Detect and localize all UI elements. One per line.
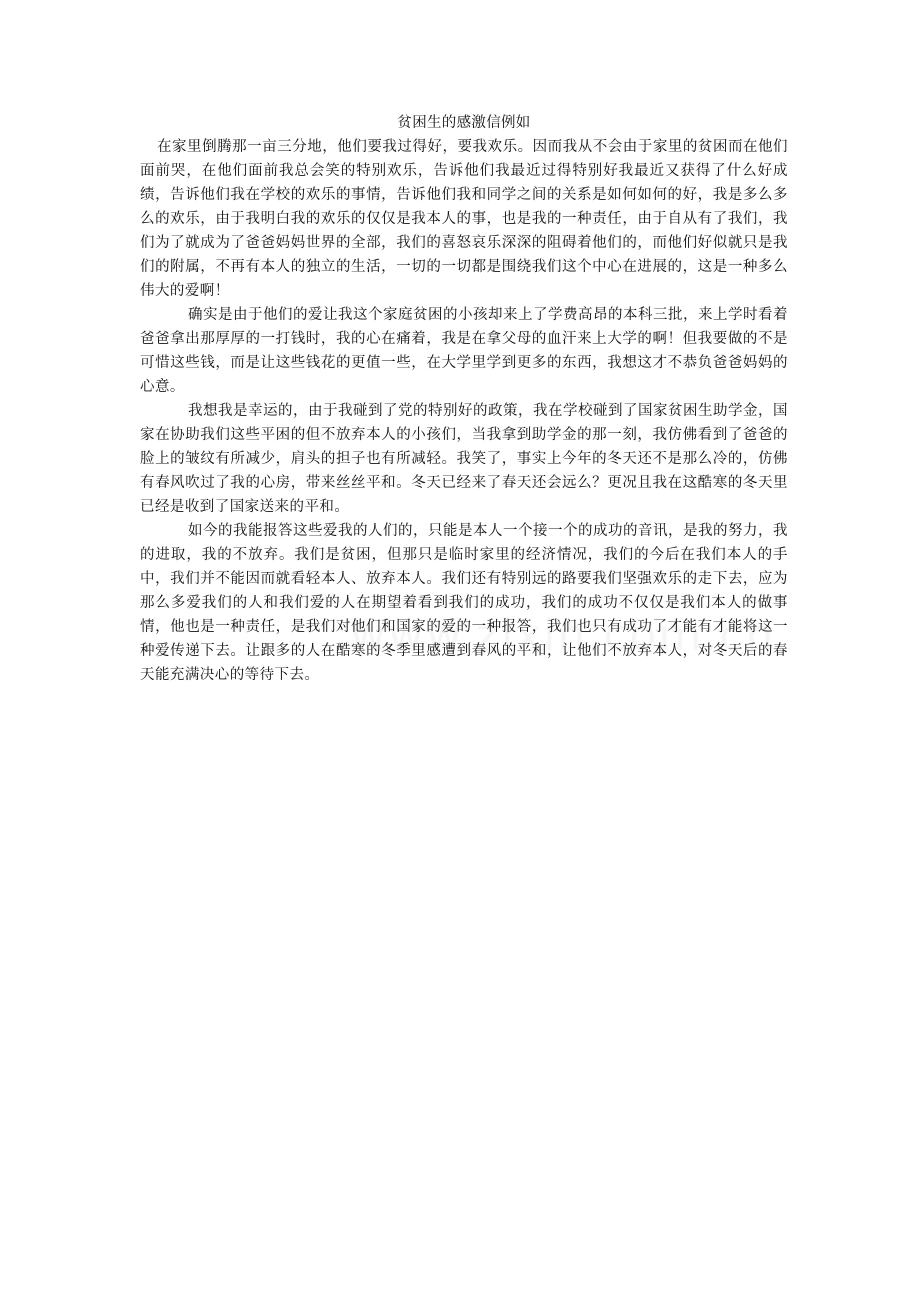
paragraph-4: 如今的我能报答这些爱我的人们的，只能是本人一个接一个的成功的音讯，是我的努力，我的进取，我的不放弃。我们是贫困，但那只是临时家里的经济情况，我们的今后在我们本人的手中，我们并不能因而就看轻本人、放弃本人。我们还有特别远的路要我们坚强欢乐的走下去，应为那么多爱我们的人和我们爱的人在期望着看到我们的成功，我们的成功不仅仅是我们本人的做事情，他也是一种责任，是我们对他们和国家的爱的一种报答，我们也只有成功了才能有才能将这一种爱传递下去。让跟多的人在酷寒的冬季里感遭到春风的平和，让他们不放弃本人，对冬天后的春天能充满决心的等待下去。	[140, 523, 788, 683]
document-title: 贫困生的感激信例如	[397, 115, 531, 131]
paragraph-3: 我想我是幸运的，由于我碰到了党的特别好的政策，我在学校碰到了国家贫困生助学金，国家在协助我们这些平困的但不放弃本人的小孩们，当我拿到助学金的那一刻，我仿佛看到了爸爸的脸上的皱纹有所减少，肩头的担子也有所减轻。我笑了，事实上今年的冬天还不是那么冷的，仿佛有春风吹过了我的心房，带来丝丝平和。冬天已经来了春天还会远么？更况且我在这酷寒的冬天里已经是收到了国家送来的平和。	[140, 403, 788, 515]
paragraph-1: 在家里倒腾那一亩三分地，他们要我过得好，要我欢乐。因而我从不会由于家里的贫困而在他们面前哭，在他们面前我总会笑的特别欢乐，告诉他们我最近过得特别好我最近又获得了什么好成绩，告诉他们我在学校的欢乐的事情，告诉他们我和同学之间的关系是如何如何的好，我是多么多么的欢乐，由于我明白我的欢乐的仅仅是我本人的事，也是我的一种责任，由于自从有了我们，我们为了就成为了爸爸妈妈世界的全部，我们的喜怒哀乐深深的阻碍着他们的，而他们好似就只是我们的附属，不再有本人的独立的生活，一切的一切都是围绕我们这个中心在进展的，这是一种多么伟大的爱啊！	[140, 139, 788, 299]
document-body	[140, 111, 788, 687]
paragraph-2: 确实是由于他们的爱让我这个家庭贫困的小孩却来上了学费高昂的本科三批，来上学时看着爸爸拿出那厚厚的一打钱时，我的心在痛着，我是在拿父母的血汗来上大学的啊！但我要做的不是可惜这些钱，而是让这些钱花的更值一些，在大学里学到更多的东西，我想这才不恭负爸爸妈妈的心意。	[140, 307, 788, 395]
